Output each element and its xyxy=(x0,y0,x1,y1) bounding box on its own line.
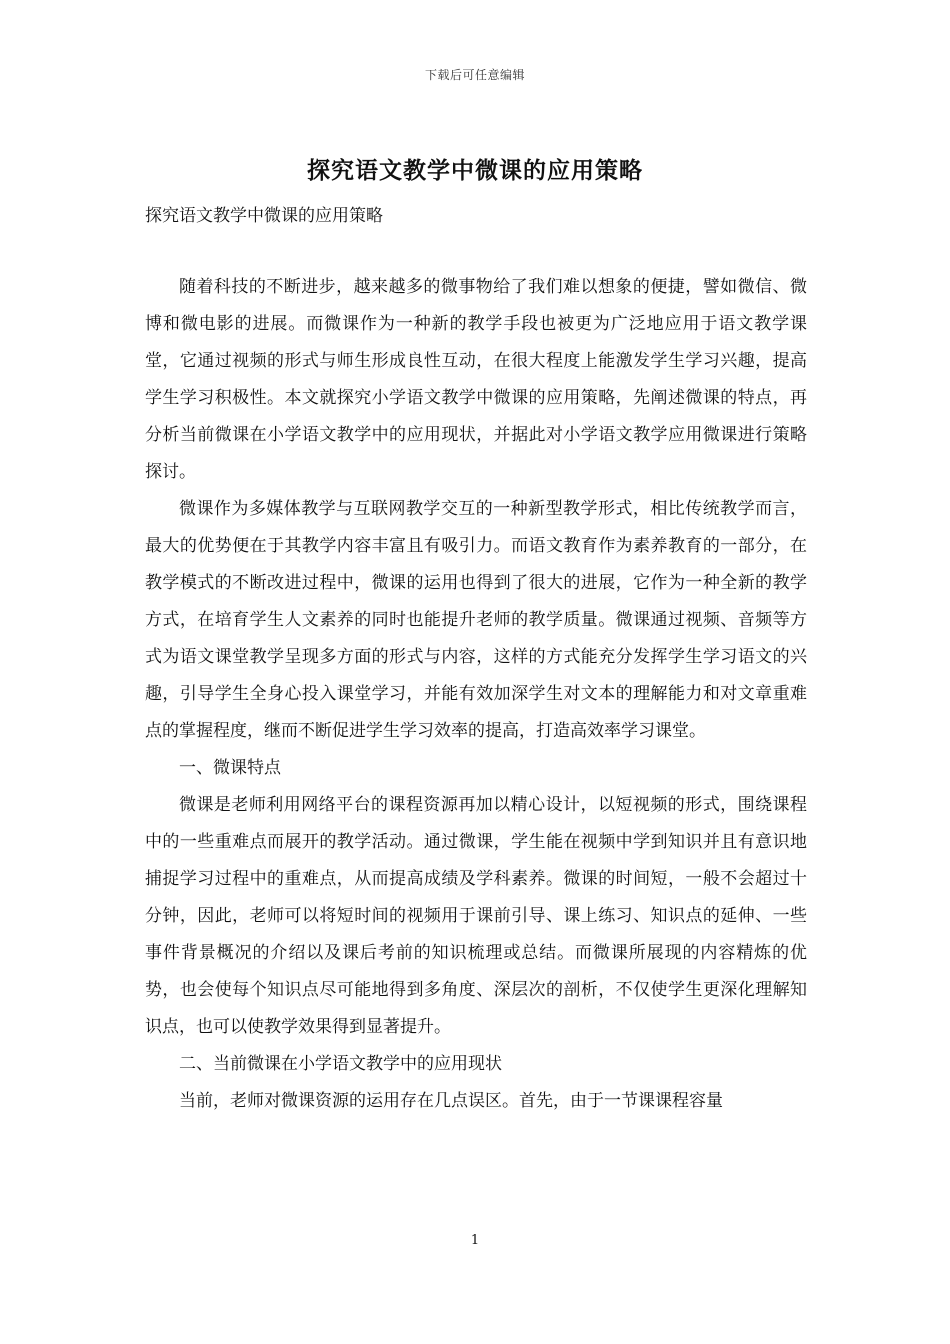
section-heading-status: 二、当前微课在小学语文教学中的应用现状 xyxy=(179,1054,502,1074)
paragraph-features: 微课是老师利用网络平台的课程资源再加以精心设计，以短视频的形式，围绕课程中的一些重难点而展开的教学活动。通过微课，学生能在视频中学到知识并且有意识地捕捉学习过程中的重难点，从而提高成绩及学科素养。微课的时间短，一般不会超过十分钟，因此，老师可以将短时间的视频用于课前引导、课上练习、知识点的延伸、一些事件背景概况的介绍以及课后考前的知识梳理或总结。而微课所展现的内容精炼的优势，也会使每个知识点尽可能地得到多角度、深层次的剖析，不仅使学生更深化理解知识点，也可以使教学效果得到显著提升。 xyxy=(145,795,807,1037)
document-subtitle: 探究语文教学中微课的应用策略 xyxy=(145,206,383,226)
document-body xyxy=(145,269,807,1120)
page-header-note: 下载后可任意编辑 xyxy=(424,68,525,82)
section-heading-features: 一、微课特点 xyxy=(179,758,281,778)
document-title: 探究语文教学中微课的应用策略 xyxy=(307,157,643,184)
paragraph-status: 当前，老师对微课资源的运用存在几点误区。首先，由于一节课课程容量 xyxy=(179,1091,723,1111)
paragraph-advantages: 微课作为多媒体教学与互联网教学交互的一种新型教学形式，相比传统教学而言，最大的优势便在于其教学内容丰富且有吸引力。而语文教育作为素养教育的一部分，在教学模式的不断改进过程中，微课的运用也得到了很大的进展，它作为一种全新的教学方式，在培育学生人文素养的同时也能提升老师的教学质量。微课通过视频、音频等方式为语文课堂教学呈现多方面的形式与内容，这样的方式能充分发挥学生学习语文的兴趣，引导学生全身心投入课堂学习，并能有效加深学生对文本的理解能力和对文章重难点的掌握程度，继而不断促进学生学习效率的提高，打造高效率学习课堂。 xyxy=(145,499,807,741)
paragraph-intro: 随着科技的不断进步，越来越多的微事物给了我们难以想象的便捷，譬如微信、微博和微电影的进展。而微课作为一种新的教学手段也被更为广泛地应用于语文教学课堂，它通过视频的形式与师生形成良性互动，在很大程度上能激发学生学习兴趣，提高学生学习积极性。本文就探究小学语文教学中微课的应用策略，先阐述微课的特点，再分析当前微课在小学语文教学中的应用现状，并据此对小学语文教学应用微课进行策略探讨。 xyxy=(145,277,807,482)
page-number: 1 xyxy=(470,1233,480,1248)
